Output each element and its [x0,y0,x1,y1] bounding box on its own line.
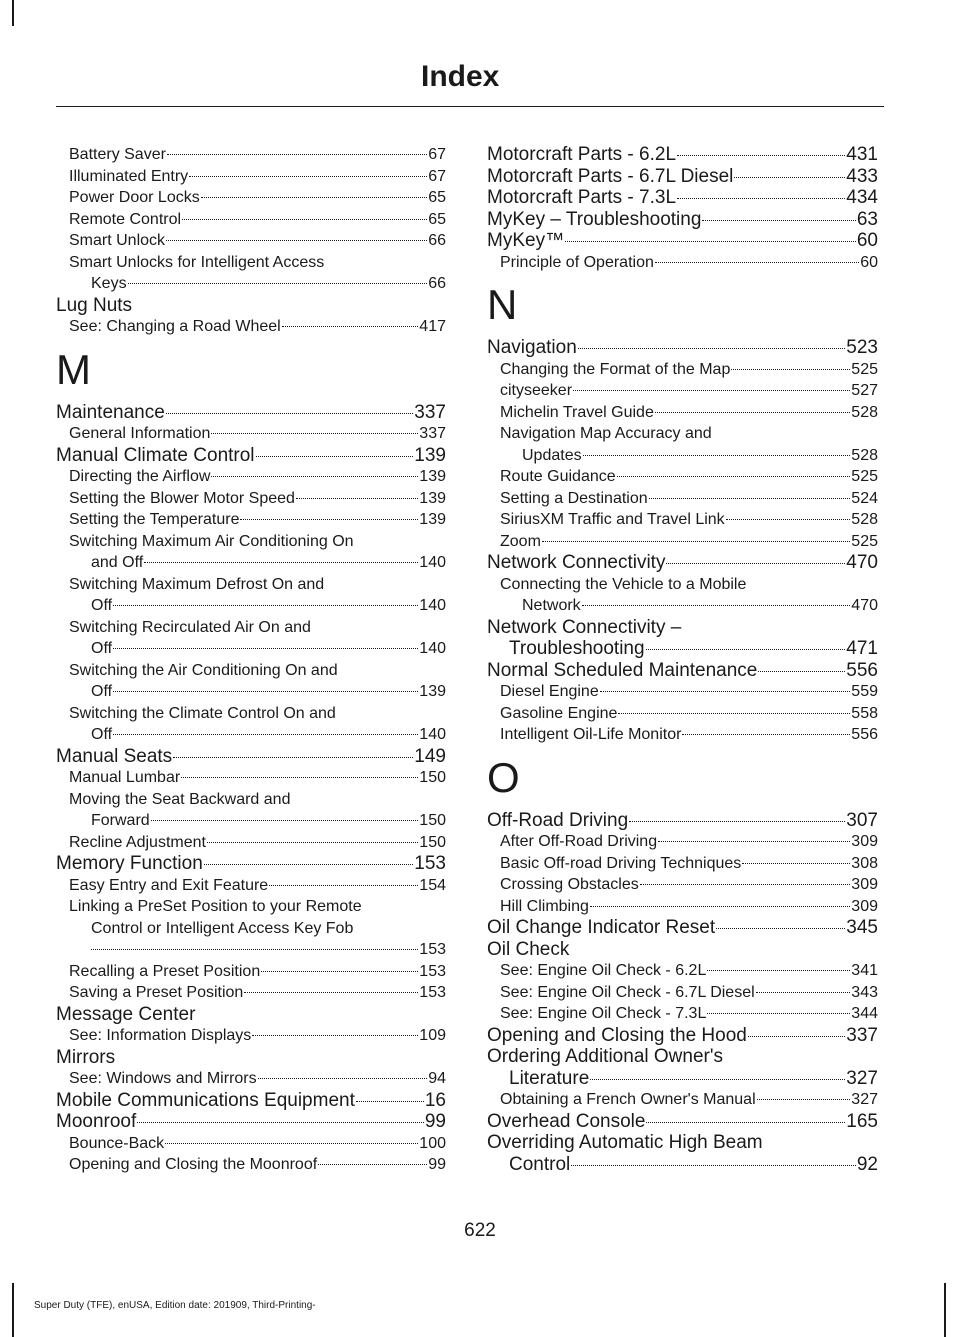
index-entry-line: Switching the Climate Control On and [69,704,336,722]
index-entry-line: Control or Intelligent Access Key Fob [91,919,354,937]
index-entry-line: Navigation Map Accuracy and [500,425,712,442]
index-entry[interactable]: Power Door Locks 65 [69,189,446,206]
index-entry[interactable]: Saving a Preset Position 153 [69,984,446,1001]
section-letter: O [487,753,520,801]
index-entry[interactable]: Hill Climbing 309 [500,897,878,915]
index-entry[interactable]: Illuminated Entry 67 [69,167,446,185]
index-entry-line: Switching the Air Conditioning On and [69,661,338,679]
index-entry[interactable]: Control 92 [509,1153,878,1175]
index-entry[interactable]: Zoom 525 [500,532,878,550]
footer-edition: Super Duty (TFE), enUSA, Edition date: 201909, Third-Printing- [34,1300,316,1311]
header-rule [56,106,884,107]
index-entry[interactable]: Off 140 [91,640,446,657]
index-heading: Mirrors [56,1046,116,1068]
index-entry[interactable]: Directing the Airflow 139 [69,468,446,485]
index-entry[interactable]: Michelin Travel Guide 528 [500,403,878,421]
index-entry[interactable]: Bounce-Back 100 [69,1134,446,1152]
crop-mark [12,0,14,26]
index-entry-line: Switching Maximum Defrost On and [69,575,325,593]
index-entry[interactable]: Off 140 [91,726,446,743]
index-entry[interactable]: MyKey – Troubleshooting 63 [487,208,878,230]
index-entry[interactable]: Manual Seats 149 [56,745,446,767]
index-entry-line: Switching Maximum Air Conditioning On [69,532,354,550]
index-entry-line: Overriding Automatic High Beam [487,1132,763,1153]
index-entry[interactable]: Memory Function 153 [56,853,446,874]
index-entry[interactable]: Easy Entry and Exit Feature 154 [69,876,446,894]
index-entry[interactable]: Setting the Blower Motor Speed 139 [69,489,446,507]
index-entry[interactable]: Setting a Destination 524 [500,489,878,507]
index-entry-line: Moving the Seat Backward and [69,790,291,808]
crop-mark [12,1283,14,1337]
index-entry[interactable]: Network 470 [522,597,878,614]
section-letter: M [56,345,91,393]
index-entry[interactable]: Smart Unlock 66 [69,232,446,249]
index-entry[interactable]: See: Engine Oil Check - 6.2L 341 [500,962,878,979]
index-entry[interactable]: Gasoline Engine 558 [500,704,878,722]
index-entry[interactable]: Manual Lumbar 150 [69,769,446,786]
index-entry[interactable]: Manual Climate Control 139 [56,444,446,466]
index-entry[interactable]: Recline Adjustment 150 [69,833,446,851]
index-entry[interactable]: Forward 150 [91,812,446,829]
section-letter: N [487,281,518,328]
index-entry[interactable]: Overhead Console 165 [487,1110,878,1132]
crop-mark [944,1283,946,1337]
index-entry[interactable]: Keys 66 [91,275,446,292]
index-column-right [487,144,878,1175]
index-entry[interactable]: Remote Control 65 [69,210,446,228]
index-entry[interactable]: General Information 337 [69,425,446,442]
index-heading: Message Center [56,1003,196,1025]
index-entry[interactable]: Motorcraft Parts - 6.7L Diesel 433 [487,165,878,187]
index-heading: Lug Nuts [56,294,133,316]
index-entry[interactable]: Network Connectivity 470 [487,552,878,573]
index-entry[interactable]: Mobile Communications Equipment 16 [56,1089,446,1111]
index-entry-line: Network Connectivity – [487,616,682,638]
index-entry[interactable]: See: Engine Oil Check - 7.3L 344 [500,1005,878,1022]
index-entry[interactable]: Intelligent Oil-Life Monitor 556 [500,726,878,743]
index-entry[interactable]: Troubleshooting 471 [509,638,878,659]
index-entry[interactable]: See: Windows and Mirrors 94 [69,1070,446,1087]
index-entry[interactable]: Changing the Format of the Map 525 [500,360,878,378]
index-entry[interactable]: and Off 140 [91,554,446,571]
index-entry[interactable]: Off-Road Driving 307 [487,809,878,831]
index-entry[interactable]: See: Engine Oil Check - 6.7L Diesel 343 [500,983,878,1001]
index-entry[interactable]: Normal Scheduled Maintenance 556 [487,659,878,681]
index-entry[interactable]: Motorcraft Parts - 7.3L 434 [487,187,878,208]
index-entry[interactable]: Motorcraft Parts - 6.2L 431 [487,144,878,165]
index-heading: Oil Check [487,938,570,960]
index-entry[interactable]: Off 140 [91,597,446,614]
index-column-left [56,144,446,1176]
index-entry[interactable]: Obtaining a French Owner's Manual 327 [500,1091,878,1108]
index-entry[interactable]: Crossing Obstacles 309 [500,876,878,893]
index-entry[interactable]: Maintenance 337 [56,401,446,423]
index-entry[interactable]: Opening and Closing the Hood 337 [487,1024,878,1046]
page-number: 622 [464,1220,496,1241]
index-entry[interactable]: Principle of Operation 60 [500,253,878,271]
index-entry-line: Switching Recirculated Air On and [69,618,311,636]
index-entry-line: Linking a PreSet Position to your Remote [69,898,362,915]
index-entry[interactable]: Opening and Closing the Moonroof 99 [69,1156,446,1173]
index-entry-line: Ordering Additional Owner's [487,1046,723,1067]
index-entry-line: Smart Unlocks for Intelligent Access [69,253,325,271]
index-entry[interactable]: cityseeker 527 [500,382,878,399]
index-entry[interactable]: MyKey™ 60 [487,230,878,251]
index-entry-line: Connecting the Vehicle to a Mobile [500,575,747,593]
index-entry[interactable]: See: Changing a Road Wheel 417 [69,318,446,335]
index-entry[interactable]: Updates 528 [522,446,878,464]
index-entry[interactable]: See: Information Displays 109 [69,1027,446,1044]
index-entry[interactable]: Diesel Engine 559 [500,683,878,700]
index-entry[interactable]: Route Guidance 525 [500,468,878,485]
index-entry[interactable]: Navigation 523 [487,337,878,358]
index-entry[interactable]: Moonroof 99 [56,1111,446,1132]
index-entry[interactable]: Oil Change Indicator Reset 345 [487,917,878,938]
index-entry[interactable]: Recalling a Preset Position 153 [69,962,446,980]
index-entry[interactable]: After Off-Road Driving 309 [500,833,878,850]
index-entry[interactable]: Battery Saver 67 [69,146,446,163]
index-entry[interactable]: Setting the Temperature 139 [69,511,446,528]
page-title: Index [421,60,500,93]
index-entry[interactable]: SiriusXM Traffic and Travel Link 528 [500,511,878,528]
index-entry[interactable]: Off 139 [91,683,446,700]
index-entry[interactable]: Basic Off-road Driving Techniques 308 [500,854,878,872]
index-entry[interactable]: Literature 327 [509,1067,878,1089]
index-entry[interactable]: 153 [56,939,446,961]
